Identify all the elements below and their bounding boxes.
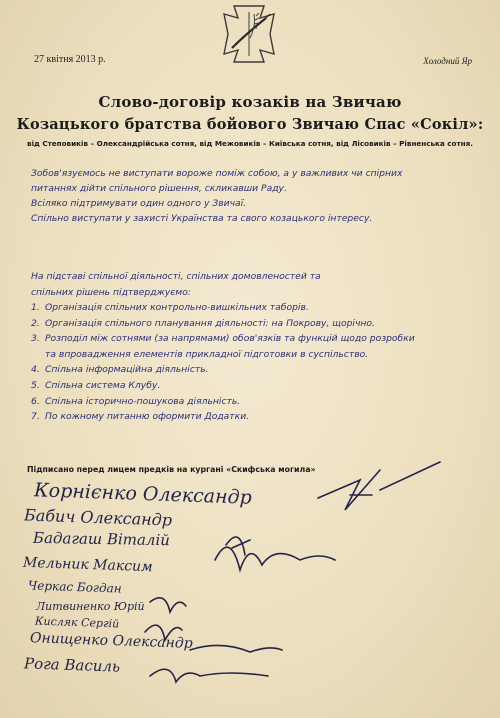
list-item	[31, 378, 481, 394]
cossack-cross-emblem-icon	[210, 4, 288, 64]
list-item-text: Організація спільного планування діяльності: на Покрову, щорічно.	[45, 317, 375, 329]
paragraph-line: Всіляко підтримувати один одного у Звичаї.	[31, 198, 247, 209]
list-item-number: 6.	[31, 395, 40, 407]
list-item-text: Спільна історично-пошукова діяльність.	[45, 395, 241, 407]
signature-name: Кисляк Сергій	[34, 614, 120, 631]
paragraph-line: питаннях дійти спільного рішення, скликавши Раду.	[31, 183, 287, 194]
agreement-list	[31, 300, 481, 425]
commitment-paragraph	[31, 166, 481, 226]
list-item	[31, 331, 481, 347]
list-item-number: 5.	[31, 379, 40, 391]
list-item-text: Спільна система Клубу.	[45, 379, 161, 391]
list-item-number: 3.	[31, 333, 40, 345]
list-item	[31, 316, 481, 332]
list-item-number: 4.	[31, 364, 40, 376]
signature-name: Бадагаш Віталій	[32, 528, 171, 550]
list-item-number: 2.	[31, 317, 40, 329]
paragraph-line: Спільно виступати у захисті Українства та свого козацького інтересу.	[31, 213, 373, 224]
document-place: Холодний Яр	[423, 56, 472, 66]
signed-statement: Підписано перед лицем предків на кургані «Скифська могила»	[27, 465, 316, 474]
document-title-line1: Слово-договір козаків на Звичаю	[98, 93, 402, 111]
list-item-number: 1.	[31, 302, 40, 313]
signature-name: Черкас Богдан	[27, 578, 122, 596]
list-item-text: Спільна інформаційна діяльність.	[45, 364, 209, 376]
signature-name: Рога Василь	[23, 654, 121, 676]
list-item	[31, 409, 481, 425]
list-item-text: Розподіл між сотнями (за напрямами) обов'язків та функцій щодо розробки	[45, 333, 415, 345]
signature-name: Корнієнко Олександр	[33, 479, 253, 509]
list-item-text: Організація спільних контрольно-вишкільних таборів.	[45, 302, 309, 313]
list-item-continuation: та впровадження елементів прикладної підготовки в суспільство.	[45, 348, 369, 360]
signature-name: Бабич Олександр	[23, 505, 173, 530]
signature-name: Онищенко Олександр	[29, 630, 193, 652]
document-title-line2: Козацького братства бойового Звичаю Спас «Сокіл»:	[16, 116, 484, 133]
list-item	[31, 362, 481, 378]
intro-line: спільних рішень підтверджуємо:	[31, 287, 191, 298]
signature-name: Мельник Максим	[22, 554, 153, 576]
paragraph-line: Зобов'язуємось не виступати вороже поміж собою, а у важливих чи спірних	[31, 168, 403, 179]
intro-paragraph	[31, 269, 481, 301]
list-item	[31, 300, 481, 316]
list-item-number: 7.	[31, 411, 40, 423]
intro-line: На підставі спільної діяльності, спільних домовленостей та	[31, 271, 321, 282]
document-date: 27 квітня 2013 р.	[34, 54, 106, 65]
list-item-text: По кожному питанню оформити Додатки.	[45, 411, 250, 423]
list-item	[31, 394, 481, 410]
document-subtitle: від Степовиків – Олександрійська сотня, від Межовиків – Київська сотня, від Лісовиків – Рівненська сотня.	[27, 139, 473, 148]
signature-name: Литвиненко Юрій	[36, 600, 145, 613]
